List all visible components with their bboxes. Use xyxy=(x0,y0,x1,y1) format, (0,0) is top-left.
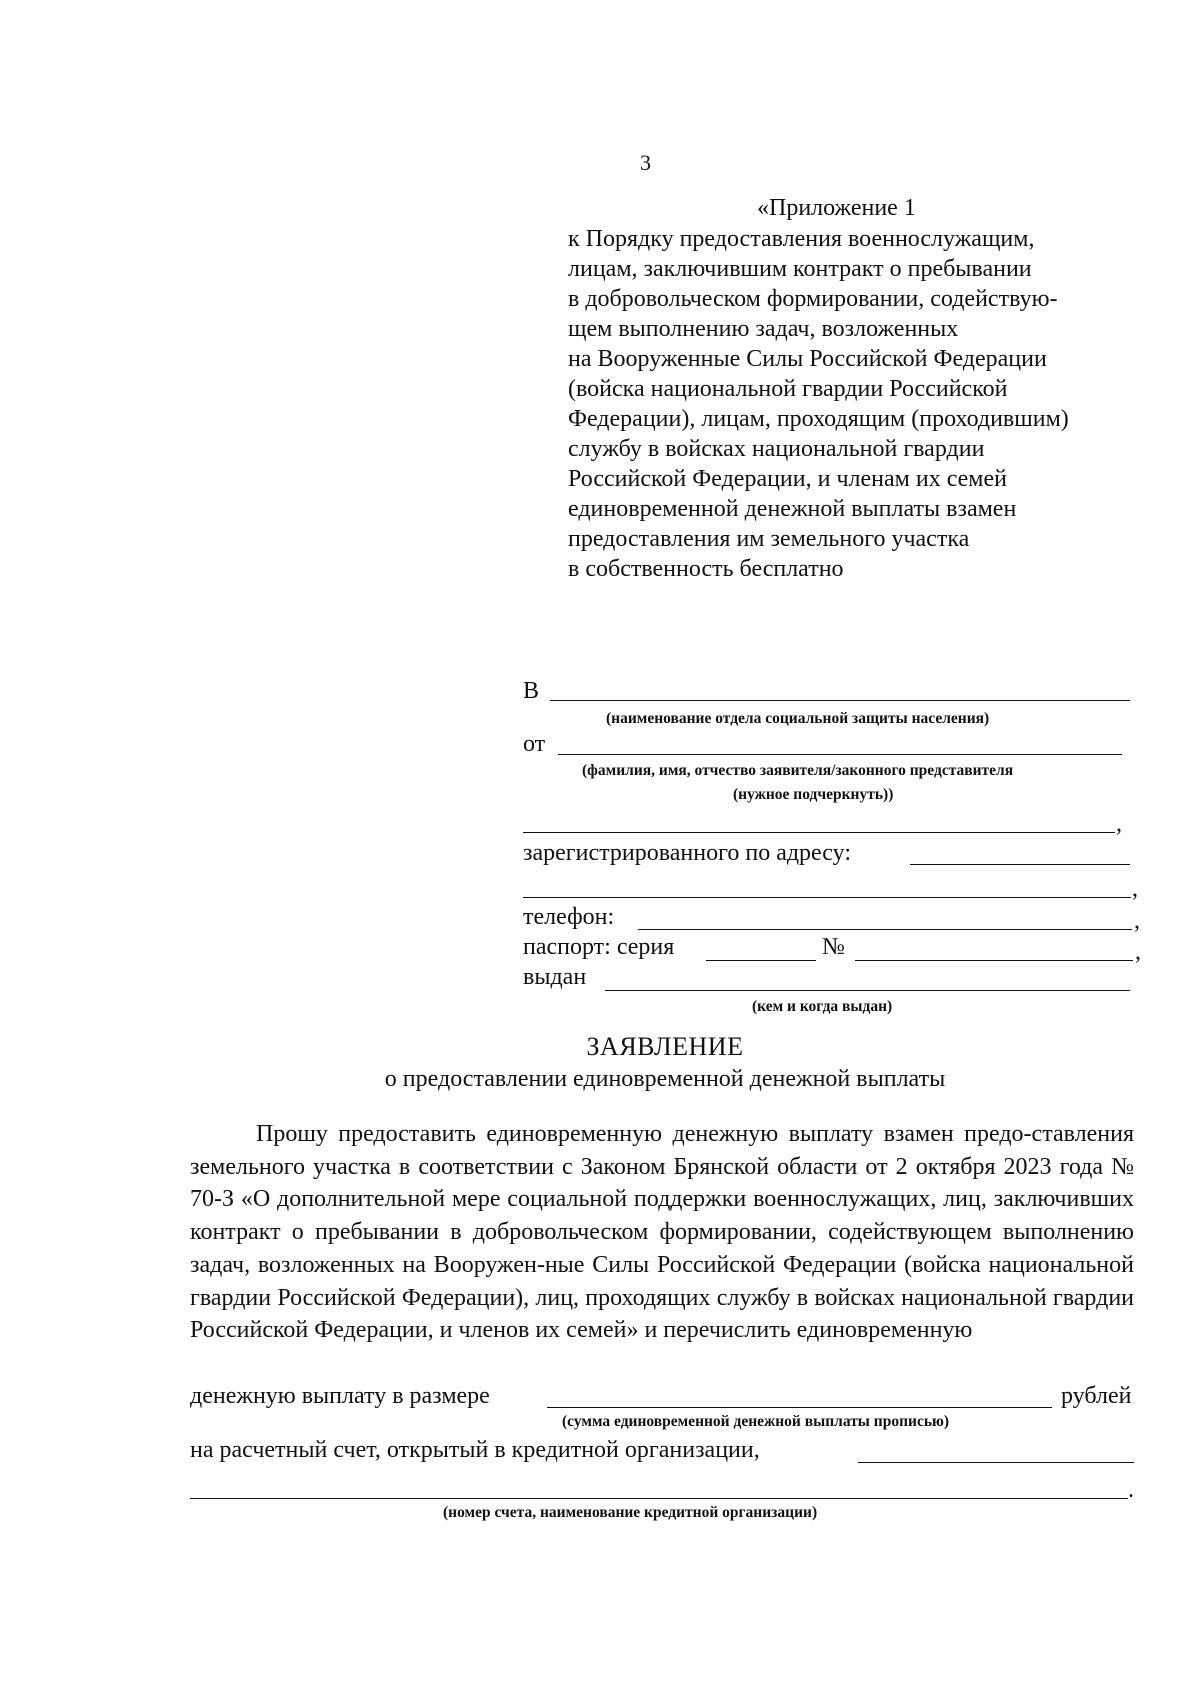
appendix-line: щем выполнению задач, возложенных xyxy=(568,316,959,342)
from-caption-note: (нужное подчеркнуть)) xyxy=(733,786,894,803)
statement-paragraph xyxy=(190,1118,1134,1347)
appendix-title: «Приложение 1 xyxy=(757,195,916,221)
appendix-line: Федерации), лицам, проходящим (проходившим) xyxy=(568,406,1069,432)
appendix-line: службу в войсках национальной гвардии xyxy=(568,436,985,462)
appendix-line: единовременной денежной выплаты взамен xyxy=(568,496,1017,522)
page-number: 3 xyxy=(640,150,651,175)
passport-series-line[interactable] xyxy=(706,958,816,961)
phone-field-line[interactable] xyxy=(638,927,1132,930)
account-caption: (номер счета, наименование кредитной организации) xyxy=(443,1504,818,1521)
comma: , xyxy=(1132,876,1138,902)
amount-field-line[interactable] xyxy=(547,1405,1052,1408)
comma: , xyxy=(1135,939,1141,965)
account-field-line[interactable] xyxy=(858,1460,1134,1463)
address-continuation-line[interactable] xyxy=(523,895,1131,898)
account-label: на расчетный счет, открытый в кредитной организации, xyxy=(190,1437,760,1463)
appendix-text xyxy=(568,224,1069,584)
appendix-line: в добровольческом формировании, содействую- xyxy=(568,286,1058,312)
address-field-line[interactable] xyxy=(910,862,1130,865)
passport-label: паспорт: серия xyxy=(523,934,675,960)
period: . xyxy=(1128,1477,1134,1503)
number-sign: № xyxy=(822,934,845,960)
statement-subtitle: о предоставлении единовременной денежной выплаты xyxy=(384,1066,946,1092)
to-caption: (наименование отдела социальной защиты населения) xyxy=(606,710,990,727)
comma: , xyxy=(1116,811,1122,837)
appendix-line: лицам, заключившим контракт о пребывании xyxy=(568,256,1032,282)
to-label: В xyxy=(523,678,540,704)
to-field-line[interactable] xyxy=(550,698,1130,701)
phone-label: телефон: xyxy=(523,904,615,930)
amount-caption: (сумма единовременной денежной выплаты прописью) xyxy=(562,1413,950,1430)
appendix-line: на Вооруженные Силы Российской Федерации xyxy=(568,346,1047,372)
comma: , xyxy=(1134,908,1140,934)
from-caption: (фамилия, имя, отчество заявителя/законного представителя xyxy=(582,762,1014,779)
address-label: зарегистрированного по адресу: xyxy=(523,840,851,866)
name-continuation-line[interactable] xyxy=(523,830,1115,833)
account-continuation-line[interactable] xyxy=(190,1496,1128,1499)
from-label: от xyxy=(523,731,546,757)
appendix-line: к Порядку предоставления военнослужащим, xyxy=(568,226,1035,252)
issued-caption: (кем и когда выдан) xyxy=(752,998,893,1015)
issued-label: выдан xyxy=(523,964,587,990)
statement-paragraph-text: Прошу предоставить единовременную денежную выплату взамен предо-ставления земельного участка в соответствии с Законом Брянской области от 2 октября 2023 года № 70-З «О дополнительной мере социальной поддержки военнослужащих, лиц, заключивших контракт о пребывании в добровольческом формировании, содействующем выполнению задач, возложенных на Вооружен-ные Силы Российской Федерации (войска национальной гвардии Российской Федерации), лиц, проходящих службу в войсках национальной гвардии Российской Федерации, и членов их семей» и перечислить единовременную xyxy=(190,1121,1134,1344)
appendix-line: Российской Федерации, и членам их семей xyxy=(568,466,1007,492)
passport-number-line[interactable] xyxy=(855,958,1133,961)
from-field-line[interactable] xyxy=(558,752,1122,755)
appendix-line: предоставления им земельного участка xyxy=(568,526,970,552)
appendix-line: (войска национальной гвардии Российской xyxy=(568,376,1008,402)
appendix-line: в собственность бесплатно xyxy=(568,556,844,582)
amount-prefix: денежную выплату в размере xyxy=(190,1383,490,1409)
amount-suffix: рублей xyxy=(1061,1383,1132,1409)
statement-title: ЗАЯВЛЕНИЕ xyxy=(586,1032,744,1061)
issued-field-line[interactable] xyxy=(605,988,1130,991)
